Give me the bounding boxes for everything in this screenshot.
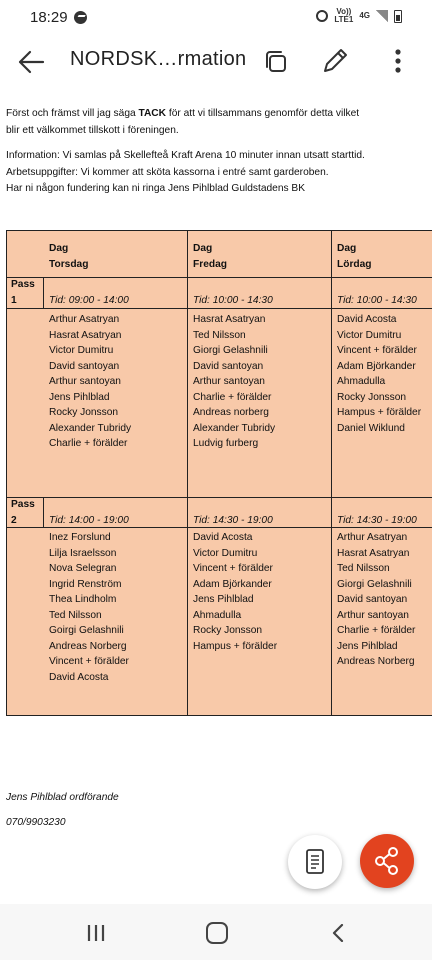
person-name: Adam Björkander <box>193 578 272 590</box>
time-slot: Tid: 14:30 - 19:00 <box>193 515 273 526</box>
person-name: Vincent + förälder <box>193 563 273 574</box>
pass-label-text: Pass <box>11 279 35 290</box>
more-vertical-icon[interactable] <box>388 46 408 76</box>
person-name: Victor Dumitru <box>337 329 402 341</box>
document-title: NORDSK…rmation <box>70 48 247 70</box>
person-name: Adam Björkander <box>337 360 416 372</box>
info-line: Information: Vi samlas på Skellefteå Kraft Arena 10 minuter innan utsatt starttid. <box>6 150 365 161</box>
person-name: Charlie + förälder <box>49 438 128 449</box>
person-name: Giorgi Gelashnili <box>193 345 268 356</box>
person-name: David Acosta <box>49 671 109 683</box>
pass-divider <box>43 497 44 527</box>
info-line: Har ni någon fundering kan ni ringa Jens Pihlblad Guldstadens BK <box>6 183 306 194</box>
day-name: Torsdag <box>49 258 89 270</box>
intro-text-before: Först och främst vill jag säga <box>6 108 139 119</box>
day-header-label: Dag <box>193 243 213 254</box>
person-name: Ted Nilsson <box>49 609 102 621</box>
person-name: Hampus + förälder <box>337 407 422 418</box>
back-nav-icon[interactable] <box>330 924 346 942</box>
row-divider <box>7 277 432 278</box>
person-name: David Acosta <box>337 314 397 325</box>
person-name: Charlie + förälder <box>193 391 272 403</box>
day-header <box>193 243 227 271</box>
name-list <box>193 312 275 452</box>
schedule-table <box>6 230 432 716</box>
person-name: Jens Pihlblad <box>193 594 254 605</box>
person-name: David Acosta <box>193 532 253 543</box>
system-nav-bar <box>0 904 432 960</box>
person-name: David santoyan <box>337 594 408 605</box>
copy-icon[interactable] <box>262 48 290 76</box>
name-list <box>337 530 415 670</box>
person-name: Hampus + förälder <box>193 640 278 652</box>
pass-label-text: Pass <box>11 499 35 510</box>
row-divider <box>7 497 432 498</box>
person-name: Thea Lindholm <box>49 594 117 605</box>
day-name: Lördag <box>337 258 372 270</box>
alarm-icon <box>316 10 328 22</box>
volte-indicator <box>334 8 353 24</box>
intro-paragraph <box>6 106 426 139</box>
person-name: David santoyan <box>193 360 264 372</box>
pass-number: 2 <box>11 514 17 526</box>
person-name: Ingrid Renström <box>49 578 122 590</box>
name-list <box>49 312 131 452</box>
person-name: Ludvig furberg <box>193 438 259 449</box>
person-name: Arthur santoyan <box>49 376 121 387</box>
pass-label <box>11 279 35 307</box>
person-name: Vincent + förälder <box>337 345 417 356</box>
person-name: Hasrat Asatryan <box>193 314 266 325</box>
person-name: Rocky Jonsson <box>337 391 407 403</box>
pass-label <box>11 499 35 527</box>
person-name: Nova Selegran <box>49 563 117 574</box>
day-header-label: Dag <box>337 243 357 254</box>
time-slot: Tid: 09:00 - 14:00 <box>49 295 129 306</box>
reading-mode-button[interactable] <box>288 835 342 889</box>
person-name: Andreas Norberg <box>337 656 415 667</box>
person-name: Hasrat Asatryan <box>337 547 410 559</box>
signature: Jens Pihlblad ordförande <box>6 792 119 803</box>
person-name: Jens Pihlblad <box>337 640 398 652</box>
document-view[interactable] <box>0 92 432 904</box>
messenger-icon <box>74 11 87 24</box>
person-name: Rocky Jonsson <box>49 407 119 418</box>
share-icon <box>360 834 414 888</box>
person-name: Hasrat Asatryan <box>49 329 122 341</box>
share-button[interactable] <box>360 834 414 888</box>
person-name: Arthur santoyan <box>337 609 409 621</box>
person-name: Rocky Jonsson <box>193 625 263 636</box>
app-bar <box>0 36 432 88</box>
intro-line-2: blir ett välkommet tillskott i föreningen. <box>6 124 179 136</box>
intro-thanks: TACK <box>138 108 167 119</box>
person-name: Inez Forslund <box>49 532 111 543</box>
person-name: Daniel Wiklund <box>337 422 405 434</box>
home-icon[interactable] <box>206 922 228 944</box>
person-name: Andreas norberg <box>193 407 269 418</box>
time-slot: Tid: 14:30 - 19:00 <box>337 515 417 526</box>
day-name: Fredag <box>193 258 227 270</box>
battery-icon <box>394 10 402 23</box>
pass-divider <box>43 277 44 308</box>
person-name: Alexander Tubridy <box>193 422 276 434</box>
signal-icon <box>376 10 388 22</box>
person-name: Ted Nilsson <box>337 563 390 574</box>
volte-label: Vo)) <box>336 7 352 16</box>
person-name: Ahmadulla <box>193 609 242 621</box>
info-block <box>6 148 426 198</box>
person-name: Lilja Israelsson <box>49 547 117 559</box>
person-name: Ahmadulla <box>337 376 386 387</box>
time-slot: Tid: 10:00 - 14:30 <box>193 295 273 306</box>
person-name: Arthur santoyan <box>193 376 265 387</box>
person-name: David santoyan <box>49 360 120 372</box>
network-type: 4G <box>359 11 370 20</box>
status-bar <box>0 0 432 36</box>
pass-number: 1 <box>11 294 17 306</box>
reading-mode-icon <box>288 835 342 889</box>
time-slot: Tid: 10:00 - 14:30 <box>337 295 417 306</box>
info-line: Arbetsuppgifter: Vi kommer att sköta kassorna i entré samt garderoben. <box>6 166 329 178</box>
person-name: Giorgi Gelashnili <box>337 578 412 590</box>
person-name: Goirgi Gelashnili <box>49 625 124 636</box>
row-divider <box>7 308 432 309</box>
person-name: Charlie + förälder <box>337 625 416 636</box>
name-list <box>193 530 277 654</box>
person-name: Jens Pihlblad <box>49 391 110 403</box>
arrow-left-icon[interactable] <box>16 48 46 76</box>
person-name: Vincent + förälder <box>49 656 129 667</box>
person-name: Arthur Asatryan <box>49 314 120 325</box>
phone-number: 070/9903230 <box>6 817 66 828</box>
lte-label: LTE1 <box>334 15 354 24</box>
name-list <box>337 312 421 436</box>
column-divider <box>331 231 332 715</box>
status-time: 18:29 <box>30 9 68 26</box>
person-name: Alexander Tubridy <box>49 422 132 434</box>
person-name: Ted Nilsson <box>193 329 246 341</box>
time-slot: Tid: 14:00 - 19:00 <box>49 515 129 526</box>
day-header <box>337 243 372 271</box>
person-name: Andreas Norberg <box>49 640 127 652</box>
recent-apps-icon[interactable] <box>86 924 106 942</box>
day-header-label: Dag <box>49 243 69 254</box>
intro-text-after: för att vi tillsammans genomför detta vilket <box>166 108 360 119</box>
person-name: Victor Dumitru <box>49 345 114 356</box>
status-icons <box>316 8 402 24</box>
person-name: Arthur Asatryan <box>337 532 408 543</box>
name-list <box>49 530 129 685</box>
person-name: Victor Dumitru <box>193 547 258 559</box>
intro-line-1 <box>6 106 426 123</box>
day-header <box>49 243 88 271</box>
pencil-icon[interactable] <box>320 46 350 76</box>
column-divider <box>187 231 188 715</box>
